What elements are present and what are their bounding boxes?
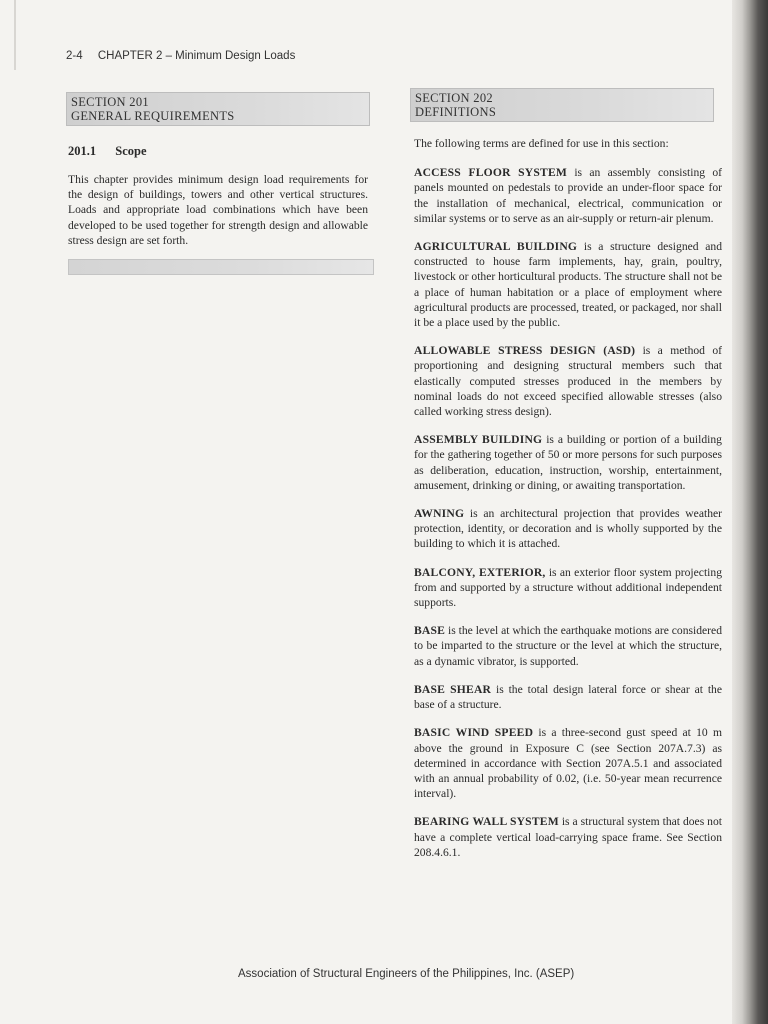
- scope-paragraph: This chapter provides minimum design load requirements for the design of buildings, towers and other vertical structures. Loads and appropriate load combinations which have been developed to be used together for strength design and allowable stress design are set forth.: [68, 173, 368, 247]
- definition-term: ACCESS FLOOR SYSTEM: [414, 166, 568, 180]
- definition-term: AGRICULTURAL BUILDING: [414, 240, 578, 254]
- subsection-number: 201.1: [68, 144, 97, 158]
- definition-item: [414, 506, 722, 552]
- definition-term: BEARING WALL SYSTEM: [414, 815, 559, 829]
- definition-text: is a method of proportioning and designing structural members such that elastically computed stresses produced in the members by nominal loads do not exceed specified allowable stresses (also called working stress design).: [414, 344, 722, 419]
- section-202-title: DEFINITIONS: [415, 105, 497, 119]
- section-202-label: SECTION 202: [415, 91, 493, 105]
- section-201-title: GENERAL REQUIREMENTS: [71, 109, 235, 123]
- definition-term: BASIC WIND SPEED: [414, 726, 534, 740]
- definition-term: AWNING: [414, 507, 465, 521]
- definitions-intro: The following terms are defined for use in this section:: [414, 137, 669, 150]
- definition-term: BASE SHEAR: [414, 682, 492, 696]
- section-201-label: SECTION 201: [71, 95, 149, 109]
- section-202-heading-box: [410, 88, 714, 122]
- definitions-column: [414, 136, 722, 873]
- definition-term: ASSEMBLY BUILDING: [414, 433, 543, 447]
- definition-item: [414, 165, 722, 226]
- definition-term: ALLOWABLE STRESS DESIGN (ASD): [414, 344, 636, 358]
- book-spine-shadow: [732, 0, 768, 1024]
- definition-text: is a three-second gust speed at 10 m above the ground in Exposure C (see Section 207A.7.3) as determined in accordance with Section 207A.5.1 and associated with an annual probability of 0.02, (i.e. 50-year mean recurrence interval).: [414, 726, 722, 801]
- definition-text: is the level at which the earthquake motions are considered to be imparted to the structure or the level at which the structure, as a dynamic vibrator, is supported.: [414, 624, 722, 668]
- definition-item: [414, 343, 722, 419]
- definition-term: BALCONY, EXTERIOR,: [414, 565, 546, 579]
- subsection-heading: [68, 144, 147, 159]
- definition-item: [414, 432, 722, 493]
- section-divider-bar: [68, 259, 374, 275]
- definition-text: is a structural system that does not have a complete vertical load-carrying space frame. See Section 208.4.6.1.: [414, 815, 722, 859]
- definition-text: is the total design lateral force or shear at the base of a structure.: [414, 682, 722, 712]
- page-footer: Association of Structural Engineers of the Philippines, Inc. (ASEP): [238, 968, 575, 980]
- page-edge-mark: [14, 0, 16, 70]
- definition-text: is a structure designed and constructed to house farm implements, hay, grain, poultry, livestock or other horticultural products. The structure shall not be a place of human habitation or a place of employment where agricultural products are processed, treated, or packaged, nor shall it be a place used by the public.: [414, 240, 722, 330]
- section-201-heading-box: [66, 92, 370, 126]
- running-header: [66, 50, 295, 62]
- definition-item: [414, 725, 722, 801]
- definition-item: [414, 814, 722, 860]
- definition-item: [414, 565, 722, 611]
- definition-item: [414, 623, 722, 669]
- chapter-title: CHAPTER 2 – Minimum Design Loads: [97, 50, 296, 62]
- definition-text: is a building or portion of a building for the gathering together of 50 or more persons for such purposes as deliberation, education, instruction, worship, entertainment, amusement, drinking or dining, or awaiting transportation.: [414, 433, 722, 492]
- definition-text: is an exterior floor system projecting from and supported by a structure without additional independent supports.: [414, 565, 722, 610]
- definition-text: is an architectural projection that provides weather protection, identity, or decoration and is wholly supported by the building to which it is attached.: [414, 507, 722, 551]
- definition-item: [414, 682, 722, 712]
- definition-item: [414, 239, 722, 330]
- subsection-title: Scope: [115, 144, 147, 158]
- definition-text: is an assembly consisting of panels mounted on pedestals to provide an under-floor space for the installation of mechanical, electrical, communication or similar systems or to serve as an air-supply or return-air plenum.: [414, 166, 722, 225]
- definition-term: BASE: [414, 624, 446, 638]
- page-number: 2-4: [66, 50, 83, 62]
